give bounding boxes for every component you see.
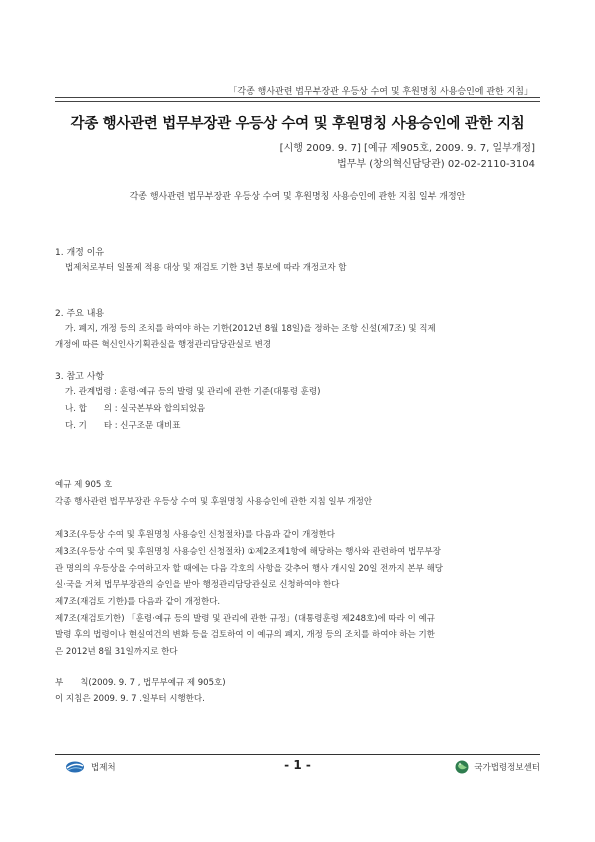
body-line: 제3조(우등상 수여 및 후원명칭 사용승인 신청절차)를 다음과 같이 개정한다 [55, 530, 335, 540]
globe-icon [455, 760, 469, 774]
section-heading: 2. 주요 내용 [55, 309, 105, 319]
body-line: 제3조(우등상 수여 및 후원명칭 사용승인 신청절차) ①제2조제1항에 해당하는 행사와 관련하여 법무부장 [55, 547, 441, 557]
body-line: 제7조(재검토기한) 「훈령·예규 등의 발령 및 관리에 관한 규정」(대통령훈령 제248호)에 따라 이 예규 [55, 614, 435, 624]
section-heading: 1. 개정 이유 [55, 248, 105, 258]
body-line: 관 명의의 우등상을 수여하고자 할 때에는 다음 각호의 사항을 갖추어 행사 개시일 20일 전까지 본부 해당 [55, 564, 443, 574]
revision-summary: 각종 행사관련 법무부장관 우등상 수여 및 후원명칭 사용승인에 관한 지침 일부 개정안 [129, 192, 466, 202]
footer-rule [55, 754, 540, 755]
header-rule-top [55, 97, 540, 98]
department-contact: 법무부 (창의혁신담당관) 02-02-2110-3104 [337, 159, 535, 170]
footer-center-name: 국가법령정보센터 [474, 763, 540, 773]
supplementary-text: 이 지침은 2009. 9. 7 .일부터 시행한다. [55, 694, 205, 704]
body-line: 발령 후의 법령이나 현실여건의 변화 등을 검토하여 이 예규의 폐지, 개정 등의 조치를 하여야 하는 기한 [55, 630, 435, 640]
page-number: - 1 - [284, 758, 311, 772]
document-title: 각종 행사관련 법무부장관 우등상 수여 및 후원명칭 사용승인에 관한 지침 [70, 116, 525, 132]
footer-ministry: 법제처 [91, 763, 116, 773]
section-heading: 3. 참고 사항 [55, 372, 105, 382]
section-text: 가. 폐지, 개정 등의 조치를 하여야 하는 기한(2012년 8월 18일)을 정하는 조항 신설(제7조) 및 직제 [65, 324, 436, 334]
supplementary-provision: 부 칙(2009. 9. 7 , 법무부예규 제 905호) [55, 678, 226, 688]
header-rule-bottom [55, 101, 540, 102]
section-text: 개정에 따른 혁신인사기획관실을 행정관리담당관실로 변경 [55, 340, 272, 350]
section-text: 가. 관계법령 : 훈령·예규 등의 발령 및 관리에 관한 기준(대통령 훈령) [65, 387, 321, 397]
section-text: 나. 합 의 : 실국본부와 합의되었음 [65, 404, 206, 414]
body-line: 실·국을 거쳐 법무부장관의 승인을 받아 행정관리담당관실로 신청하여야 한다 [55, 580, 340, 590]
footer-right [455, 760, 540, 774]
section-text: 법제처로부터 일몰제 적용 대상 및 재검토 기한 3년 통보에 따라 개정코자 함 [65, 263, 347, 273]
enforcement-info: [시행 2009. 9. 7] [예규 제905호, 2009. 9. 7, 일부개정] [279, 143, 535, 154]
directive-number: 예규 제 905 호 [55, 480, 113, 490]
running-header: 「각종 행사관련 법무부장관 우등상 수여 및 후원명칭 사용승인에 관한 지침」 [228, 87, 533, 97]
section-text: 다. 기 타 : 신구조문 대비표 [65, 421, 181, 431]
directive-subject: 각종 행사관련 법무부장관 우등상 수여 및 후원명칭 사용승인에 관한 지침 일부 개정안 [55, 497, 373, 507]
body-line: 은 2012년 8월 31일까지로 한다 [55, 647, 178, 657]
body-line: 제7조(재검토 기한)를 다음과 같이 개정한다. [55, 597, 221, 607]
